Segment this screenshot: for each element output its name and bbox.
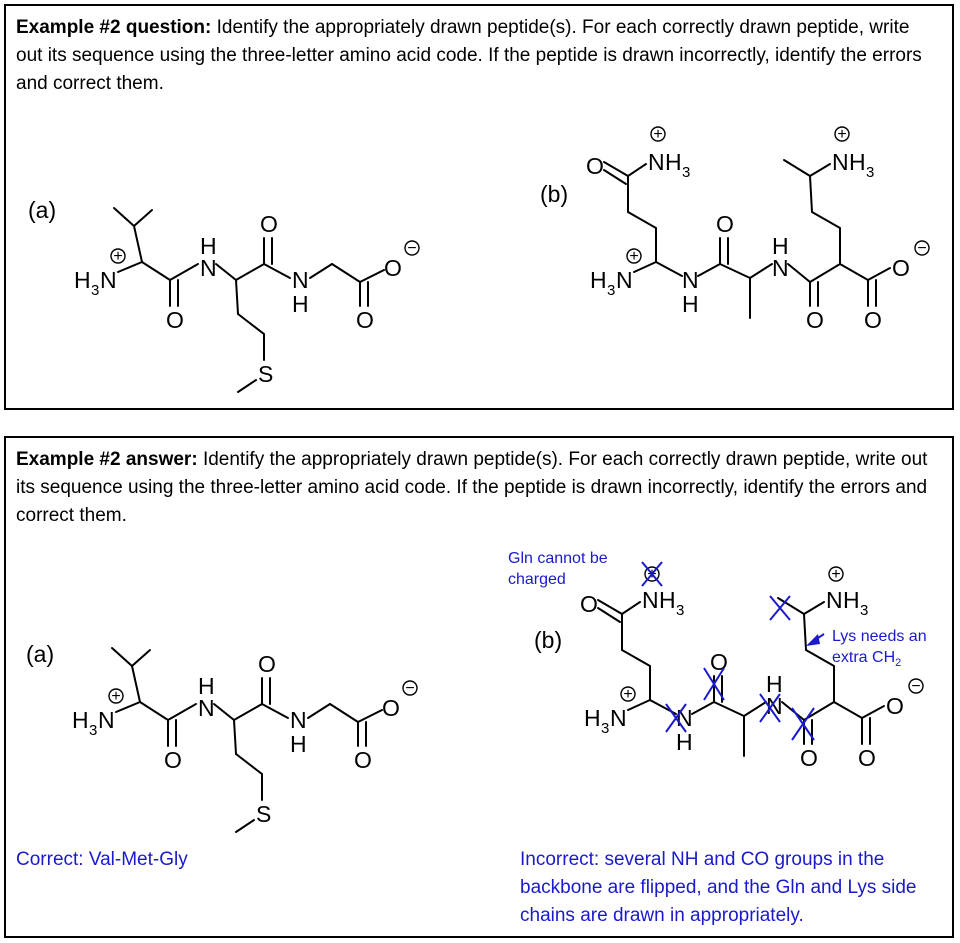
svg-text:3: 3	[89, 722, 98, 739]
svg-text:H: H	[72, 707, 89, 733]
question-body: Identify the appropriately drawn peptide(s). For each correctly drawn peptide, write out its sequence using the three-letter amino acid code. If the peptide is drawn incorrectly, identify the errors and correct them.	[16, 17, 922, 94]
svg-text:N: N	[616, 267, 633, 293]
svg-text:−: −	[405, 680, 415, 697]
svg-text:O: O	[892, 255, 910, 281]
svg-text:N: N	[98, 707, 115, 733]
svg-text:3: 3	[676, 602, 685, 619]
answer-label-a: (a)	[26, 641, 55, 667]
svg-text:N: N	[772, 255, 789, 281]
svg-text:O: O	[260, 211, 278, 237]
svg-text:N: N	[100, 267, 117, 293]
svg-text:3: 3	[91, 282, 100, 299]
svg-text:N: N	[832, 149, 849, 175]
svg-text:−: −	[911, 678, 921, 695]
svg-text:O: O	[354, 747, 372, 773]
question-label-b: (b)	[540, 181, 569, 207]
note-lys	[832, 626, 960, 674]
svg-text:+: +	[653, 126, 663, 143]
peptide-a-answer	[72, 648, 417, 832]
gln-side-chain-amine-b	[648, 126, 690, 181]
n-terminus-a	[74, 248, 125, 299]
svg-text:−: −	[917, 240, 927, 257]
svg-text:N: N	[290, 707, 307, 733]
answer-label-b: (b)	[534, 627, 563, 653]
svg-text:H: H	[290, 731, 307, 757]
svg-text:O: O	[166, 307, 184, 333]
svg-text:H: H	[590, 267, 607, 293]
svg-text:O: O	[716, 211, 734, 237]
svg-text:+: +	[111, 688, 121, 705]
lys-side-chain-amine-b	[832, 126, 874, 181]
svg-text:H: H	[843, 587, 860, 613]
svg-text:H: H	[659, 587, 676, 613]
svg-text:H: H	[198, 673, 215, 699]
answer-panel	[4, 436, 954, 938]
svg-text:N: N	[766, 693, 783, 719]
svg-text:O: O	[580, 591, 598, 617]
note-lys-subscript: 2	[895, 657, 902, 670]
question-heading: Example #2 question:	[16, 17, 212, 38]
svg-text:O: O	[800, 745, 818, 771]
svg-text:−: −	[407, 240, 417, 257]
svg-text:H: H	[766, 671, 783, 697]
svg-text:+: +	[831, 566, 841, 583]
answer-b-result: Incorrect: several NH and CO groups in the backbone are flipped, and the Gln and Lys side chains are drawn in appropriately.	[520, 849, 917, 926]
svg-text:H: H	[584, 705, 601, 731]
svg-text:3: 3	[866, 164, 875, 181]
question-structures	[6, 6, 956, 412]
svg-text:N: N	[292, 267, 309, 293]
svg-text:O: O	[586, 153, 604, 179]
note-gln: Gln cannot be charged	[508, 550, 608, 588]
svg-text:N: N	[642, 587, 659, 613]
svg-text:3: 3	[682, 164, 691, 181]
svg-text:H: H	[200, 233, 217, 259]
svg-text:O: O	[710, 649, 728, 675]
svg-text:3: 3	[607, 282, 616, 299]
svg-text:+: +	[113, 248, 123, 265]
svg-text:H: H	[292, 291, 309, 317]
note-lys-text: Lys needs an extra CH	[832, 628, 927, 666]
svg-text:H: H	[74, 267, 91, 293]
svg-text:O: O	[858, 745, 876, 771]
svg-text:+: +	[837, 126, 847, 143]
svg-text:H: H	[682, 291, 699, 317]
svg-text:+: +	[629, 248, 639, 265]
svg-text:O: O	[384, 255, 402, 281]
question-label-a: (a)	[28, 197, 57, 223]
answer-heading: Example #2 answer:	[16, 449, 198, 470]
svg-text:O: O	[258, 651, 276, 677]
svg-text:O: O	[164, 747, 182, 773]
svg-text:H: H	[849, 149, 866, 175]
svg-text:N: N	[826, 587, 843, 613]
svg-text:N: N	[200, 255, 217, 281]
n-terminus-b	[590, 248, 641, 299]
answer-a-result: Correct: Val-Met-Gly	[16, 849, 188, 870]
svg-text:N: N	[610, 705, 627, 731]
svg-text:O: O	[382, 695, 400, 721]
svg-text:O: O	[356, 307, 374, 333]
svg-text:S: S	[256, 801, 272, 827]
svg-text:H: H	[772, 233, 789, 259]
peptide-b-question	[586, 126, 929, 333]
svg-text:N: N	[676, 705, 693, 731]
svg-text:3: 3	[860, 602, 869, 619]
svg-text:S: S	[258, 361, 274, 387]
svg-text:O: O	[886, 693, 904, 719]
svg-text:O: O	[806, 307, 824, 333]
svg-text:H: H	[665, 149, 682, 175]
svg-text:H: H	[676, 729, 693, 755]
question-panel	[4, 4, 954, 410]
svg-text:N: N	[198, 695, 215, 721]
svg-text:+: +	[623, 686, 633, 703]
svg-text:+: +	[647, 566, 657, 583]
svg-text:3: 3	[601, 720, 610, 737]
peptide-a-question	[74, 208, 419, 392]
svg-text:N: N	[682, 267, 699, 293]
answer-body: Identify the appropriately drawn peptide(s). For each correctly drawn peptide, write out its sequence using the three-letter amino acid code. If the peptide is drawn incorrectly, identify the errors and correct them.	[16, 449, 928, 526]
svg-text:O: O	[864, 307, 882, 333]
svg-text:N: N	[648, 149, 665, 175]
